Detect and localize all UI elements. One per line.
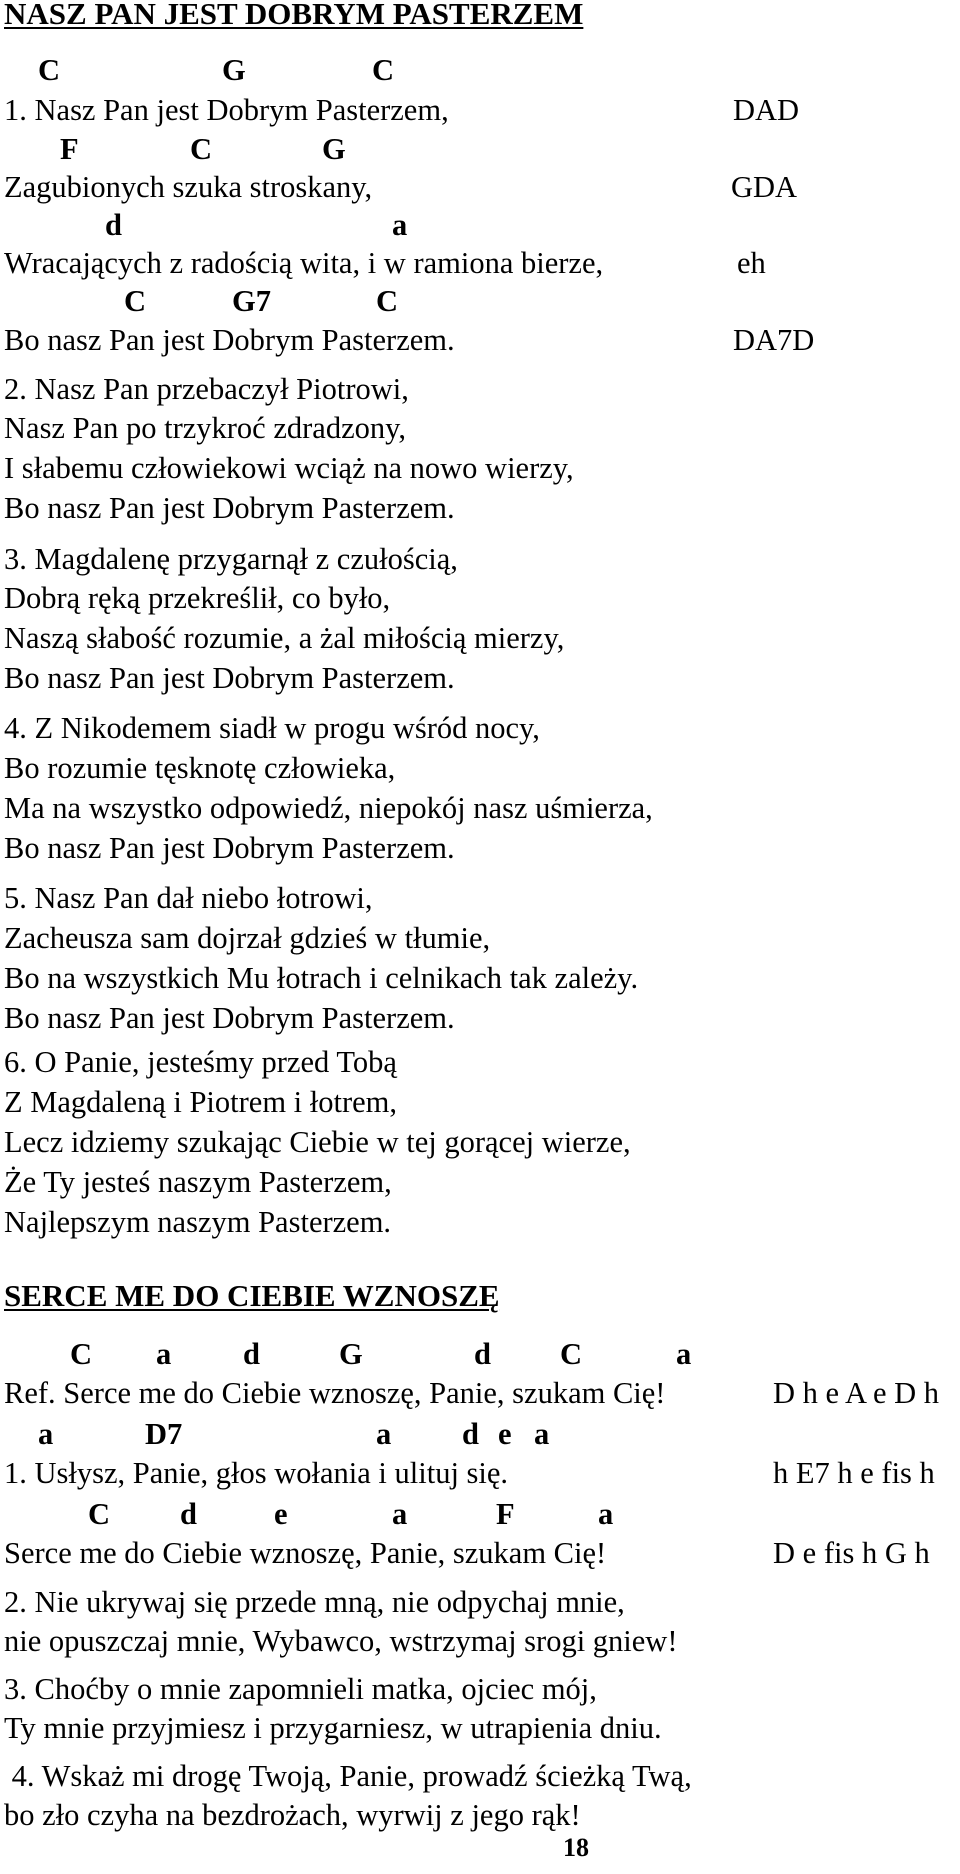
chord: a (156, 1337, 172, 1371)
song-title: NASZ PAN JEST DOBRYM PASTERZEM (4, 0, 584, 31)
lyric-line: Lecz idziemy szukając Ciebie w tej gorącej wierze, (4, 1125, 631, 1159)
chord: C (88, 1497, 111, 1531)
lyric-line: Że Ty jesteś naszym Pasterzem, (4, 1165, 392, 1199)
alt-chords: h E7 h e fis h (773, 1456, 935, 1490)
alt-chords: D e fis h G h (773, 1536, 930, 1570)
lyric-line: 4. Wskaż mi drogę Twoją, Panie, prowadź ścieżką Twą, (4, 1759, 692, 1793)
chord: d (105, 208, 122, 242)
lyric-line: Ref. Serce me do Ciebie wznoszę, Panie, szukam Cię! (4, 1376, 666, 1410)
chord: G (222, 53, 246, 87)
chord: C (372, 53, 395, 87)
lyric-line: Zacheusza sam dojrzał gdzieś w tłumie, (4, 921, 491, 955)
lyric-line: I słabemu człowiekowi wciąż na nowo wierzy, (4, 451, 574, 485)
lyric-line: 3. Choćby o mnie zapomnieli matka, ojciec mój, (4, 1672, 597, 1706)
lyric-line: Serce me do Ciebie wznoszę, Panie, szukam Cię! (4, 1536, 607, 1570)
song-title: SERCE ME DO CIEBIE WZNOSZĘ (4, 1278, 500, 1313)
lyric-line: 2. Nasz Pan przebaczył Piotrowi, (4, 372, 409, 406)
alt-chords: D h e A e D h (773, 1376, 940, 1410)
chord: e (274, 1497, 288, 1531)
chord: C (190, 132, 213, 166)
chord: a (534, 1417, 550, 1451)
chord: a (676, 1337, 692, 1371)
chord: G (339, 1337, 363, 1371)
lyric-line: Bo na wszystkich Mu łotrach i celnikach tak zależy. (4, 961, 639, 995)
chord: a (598, 1497, 614, 1531)
alt-chords: DAD (733, 93, 800, 127)
chord: a (392, 208, 408, 242)
chord: e (498, 1417, 512, 1451)
chord: a (38, 1417, 54, 1451)
lyric-line: nie opuszczaj mnie, Wybawco, wstrzymaj srogi gniew! (4, 1624, 678, 1658)
chord: G7 (232, 284, 271, 318)
alt-chords: DA7D (733, 323, 815, 357)
lyric-line: Wracających z radością wita, i w ramiona bierze, (4, 246, 604, 280)
alt-chords: eh (737, 246, 766, 280)
chord: C (376, 284, 399, 318)
lyric-line: Dobrą ręką przekreślił, co było, (4, 581, 391, 615)
lyric-line: Nasz Pan po trzykroć zdradzony, (4, 411, 406, 445)
lyric-line: Bo nasz Pan jest Dobrym Pasterzem. (4, 1001, 455, 1035)
lyric-line: Najlepszym naszym Pasterzem. (4, 1205, 392, 1239)
lyric-line: Bo nasz Pan jest Dobrym Pasterzem. (4, 491, 455, 525)
lyric-line: 2. Nie ukrywaj się przede mną, nie odpychaj mnie, (4, 1585, 625, 1619)
lyric-line: Z Magdaleną i Piotrem i łotrem, (4, 1085, 398, 1119)
lyric-line: Zagubionych szuka stroskany, (4, 170, 373, 204)
lyric-line: Naszą słabość rozumie, a żal miłością mierzy, (4, 621, 565, 655)
lyric-line: 6. O Panie, jesteśmy przed Tobą (4, 1045, 397, 1079)
lyric-line: 4. Z Nikodemem siadł w progu wśród nocy, (4, 711, 540, 745)
chord: F (496, 1497, 515, 1531)
lyric-line: Bo nasz Pan jest Dobrym Pasterzem. (4, 661, 455, 695)
lyric-line: Ty mnie przyjmiesz i przygarniesz, w utrapienia dniu. (4, 1711, 662, 1745)
chord: d (462, 1417, 479, 1451)
lyric-line: 1. Usłysz, Panie, głos wołania i ulituj się. (4, 1456, 509, 1490)
lyric-line: 5. Nasz Pan dał niebo łotrowi, (4, 881, 373, 915)
chord: C (70, 1337, 93, 1371)
lyric-line: Bo rozumie tęsknotę człowieka, (4, 751, 396, 785)
chord: a (376, 1417, 392, 1451)
chord: C (38, 53, 61, 87)
chord: C (124, 284, 147, 318)
chord: G (322, 132, 346, 166)
lyric-line: Bo nasz Pan jest Dobrym Pasterzem. (4, 831, 455, 865)
chord: d (474, 1337, 491, 1371)
lyric-line: 1. Nasz Pan jest Dobrym Pasterzem, (4, 93, 449, 127)
page-number: 18 (563, 1833, 589, 1862)
chord: D7 (145, 1417, 183, 1451)
chord: d (243, 1337, 260, 1371)
chord: F (60, 132, 79, 166)
lyric-line: Ma na wszystko odpowiedź, niepokój nasz uśmierza, (4, 791, 653, 825)
chord: a (392, 1497, 408, 1531)
lyric-line: Bo nasz Pan jest Dobrym Pasterzem. (4, 323, 455, 357)
lyric-line: 3. Magdalenę przygarnął z czułością, (4, 542, 458, 576)
chord: d (180, 1497, 197, 1531)
alt-chords: GDA (731, 170, 798, 204)
chord: C (560, 1337, 583, 1371)
lyric-line: bo zło czyha na bezdrożach, wyrwij z jego rąk! (4, 1798, 581, 1832)
